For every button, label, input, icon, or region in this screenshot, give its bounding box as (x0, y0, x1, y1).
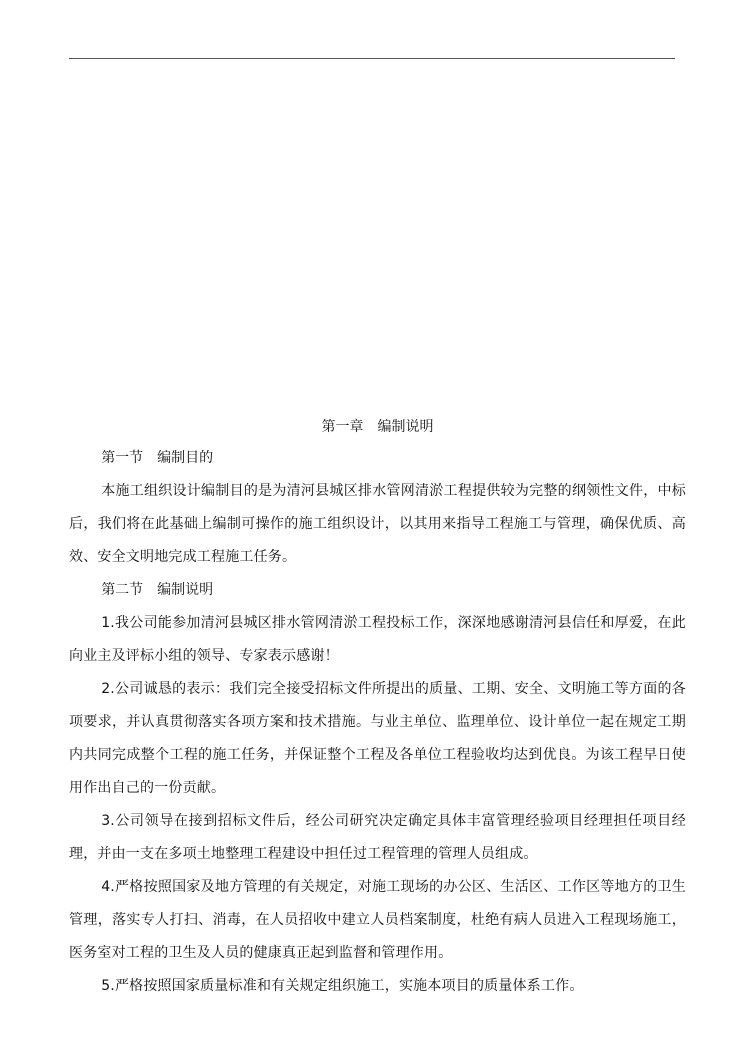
section-title-explanation: 第二节 编制说明 (101, 582, 214, 598)
paragraph: 5.严格按照国家质量标准和有关规定组织施工，实施本项目的质量体系工作。 (101, 978, 584, 994)
paragraph: 本施工组织设计编制目的是为清河县城区排水管网清淤工程提供较为完整的纲领性文件，中标后，我们将在此基础上编制可操作的施工组织设计，以其用来指导工程施工与管理，确保优质、高效、安全文明地完成工程施工任务。 (69, 483, 686, 565)
chapter-title: 第一章 编制说明 (321, 419, 434, 435)
paragraph: 2.公司诚恳的表示：我们完全接受招标文件所提出的质量、工期、安全、文明施工等方面的各项要求，并认真贯彻落实各项方案和技术措施。与业主单位、监理单位、设计单位一起在规定工期内共同完成整个工程的施工任务，并保证整个工程及各单位工程验收均达到优良。为该工程早日使用作出自己的一份贡献。 (69, 681, 686, 796)
header-rule (69, 58, 675, 59)
paragraph: 4.严格按照国家及地方管理的有关规定，对施工现场的办公区、生活区、工作区等地方的卫生管理，落实专人打扫、消毒，在人员招收中建立人员档案制度，杜绝有病人员进入工程现场施工，医务室对工程的卫生及人员的健康真正起到监督和管理作用。 (69, 879, 686, 961)
section-title-purpose: 第一节 编制目的 (101, 450, 214, 466)
document-body (69, 412, 686, 1003)
paragraph: 1.我公司能参加清河县城区排水管网清淤工程投标工作，深深地感谢清河县信任和厚爱，在此向业主及评标小组的领导、专家表示感谢！ (69, 615, 686, 664)
paragraph: 3.公司领导在接到招标文件后，经公司研究决定确定具体丰富管理经验项目经理担任项目经理，并由一支在多项土地整理工程建设中担任过工程管理的管理人员组成。 (69, 813, 686, 862)
